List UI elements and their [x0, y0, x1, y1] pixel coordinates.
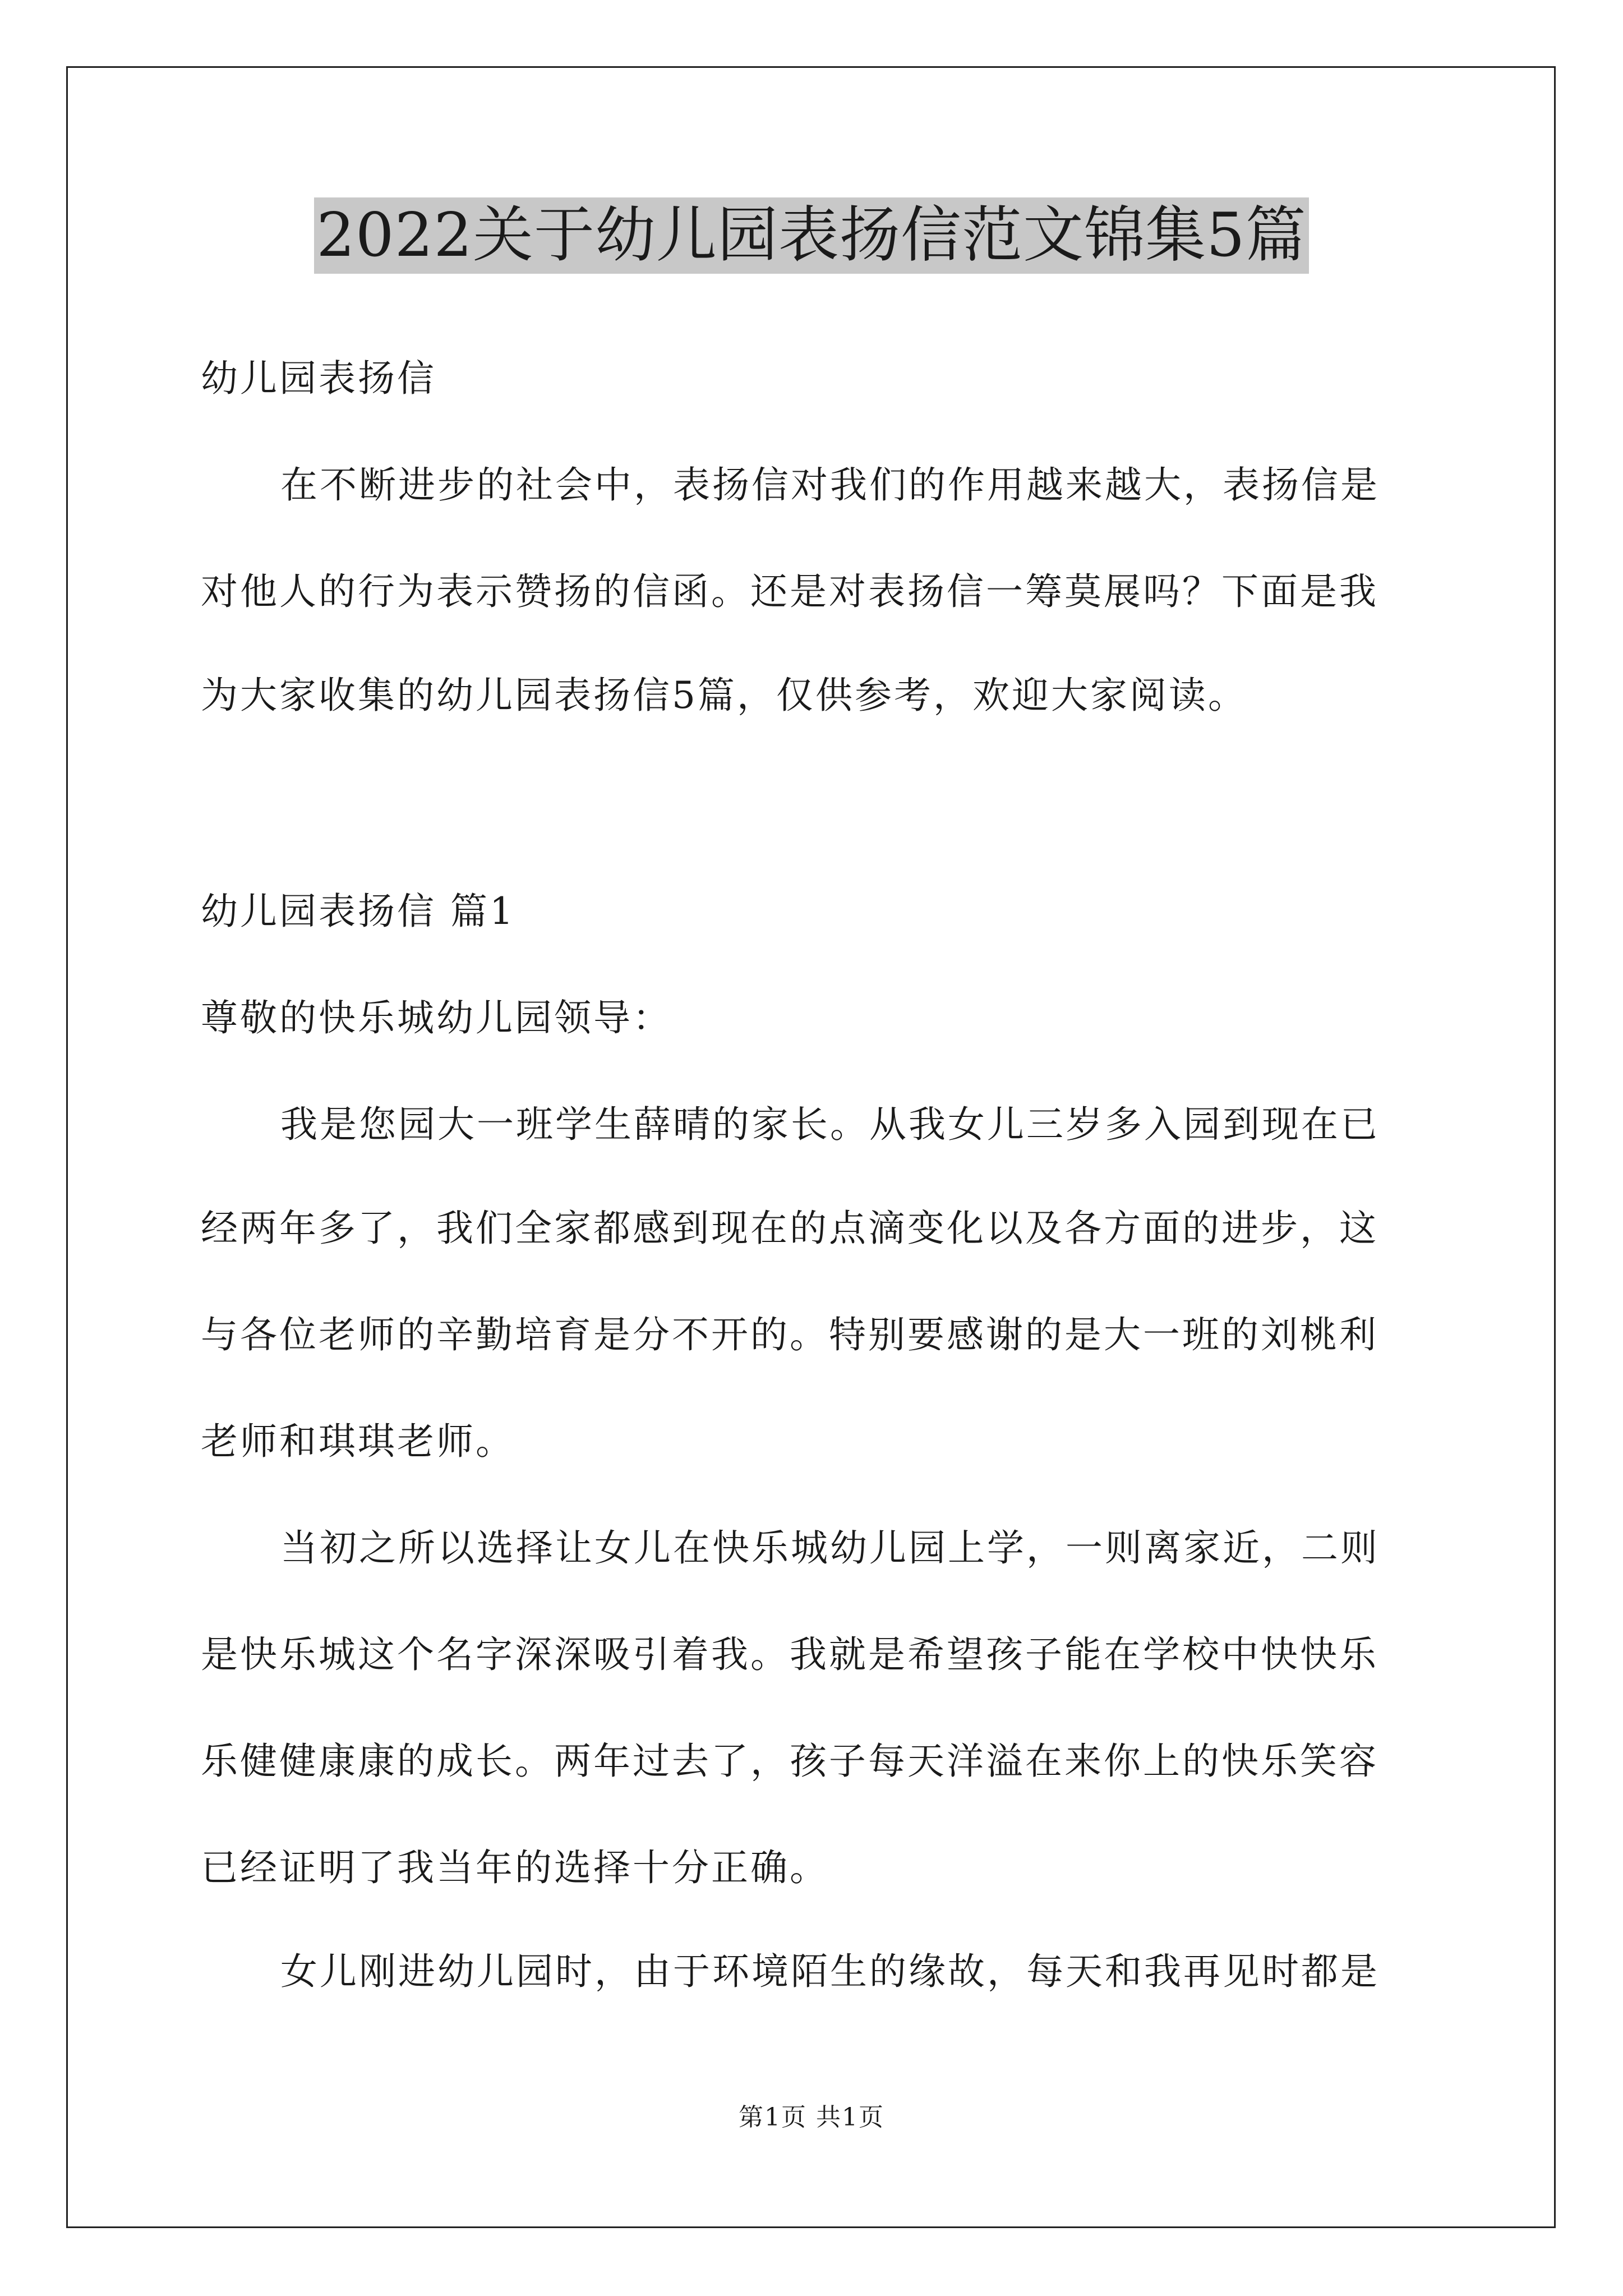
- page-footer: 第1页 共1页: [739, 2103, 884, 2132]
- paragraph-line: 与各位老师的辛勤培育是分不开的。特别要感谢的是大一班的刘桃利: [201, 1313, 1378, 1356]
- section-heading: 幼儿园表扬信 篇1: [201, 890, 515, 933]
- paragraph-line: 我是您园大一班学生薛晴的家长。从我女儿三岁多入园到现在已: [280, 1103, 1380, 1146]
- paragraph-line: 女儿刚进幼儿园时，由于环境陌生的缘故，每天和我再见时都是: [280, 1950, 1380, 1993]
- paragraph-line: 乐健健康康的成长。两年过去了，孩子每天洋溢在来你上的快乐笑容: [201, 1740, 1378, 1783]
- paragraph-line: 经两年多了，我们全家都感到现在的点滴变化以及各方面的进步，这: [201, 1207, 1378, 1250]
- paragraph-line: 老师和琪琪老师。: [201, 1420, 515, 1463]
- paragraph-line: 当初之所以选择让女儿在快乐城幼儿园上学，一则离家近，二则: [280, 1526, 1380, 1570]
- document-title: 2022关于幼儿园表扬信范文锦集5篇: [314, 197, 1309, 274]
- section-heading: 幼儿园表扬信: [201, 357, 436, 400]
- title-container: [0, 197, 1623, 274]
- paragraph-line: 在不断进步的社会中，表扬信对我们的作用越来越大，表扬信是: [280, 463, 1380, 507]
- paragraph-line: 对他人的行为表示赞扬的信函。还是对表扬信一筹莫展吗？下面是我: [201, 570, 1378, 613]
- paragraph-line: 已经证明了我当年的选择十分正确。: [201, 1846, 829, 1889]
- paragraph-line: 为大家收集的幼儿园表扬信5篇，仅供参考，欢迎大家阅读。: [201, 674, 1247, 717]
- paragraph-line: 是快乐城这个名字深深吸引着我。我就是希望孩子能在学校中快快乐: [201, 1633, 1378, 1676]
- salutation: 尊敬的快乐城幼儿园领导：: [201, 996, 672, 1039]
